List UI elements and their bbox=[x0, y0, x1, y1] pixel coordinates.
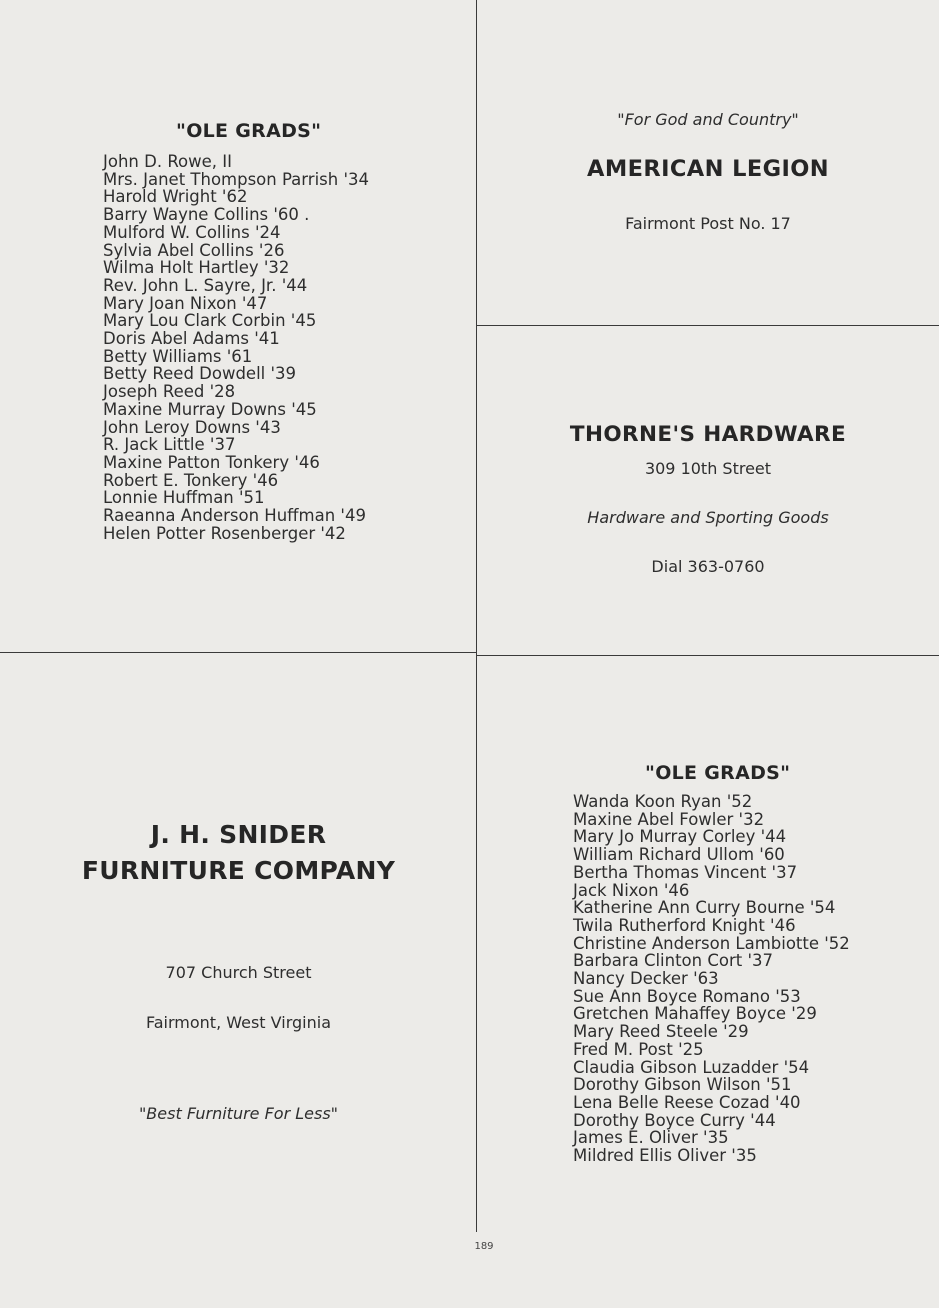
ole-grads-name-list bbox=[103, 153, 369, 542]
ole-grads-name-list bbox=[573, 793, 850, 1165]
grad-name: Mary Jo Murray Corley '44 bbox=[573, 827, 787, 847]
legion-post: Fairmont Post No. 17 bbox=[625, 214, 791, 233]
grad-name: Jack Nixon '46 bbox=[573, 880, 690, 900]
grad-name: Harold Wright '62 bbox=[103, 187, 248, 207]
grad-name: Mary Reed Steele '29 bbox=[573, 1022, 749, 1042]
grad-name: Wanda Koon Ryan '52 bbox=[573, 792, 753, 811]
grad-name: Mary Joan Nixon '47 bbox=[103, 293, 268, 313]
grad-name: Wilma Holt Hartley '32 bbox=[103, 258, 290, 278]
grad-name: Lena Belle Reese Cozad '40 bbox=[573, 1092, 801, 1112]
grad-name: Mildred Ellis Oliver '35 bbox=[573, 1146, 757, 1166]
hardware-phone: Dial 363-0760 bbox=[651, 557, 765, 576]
grad-name: Barbara Clinton Cort '37 bbox=[573, 951, 773, 971]
grad-name: Mrs. Janet Thompson Parrish '34 bbox=[103, 169, 369, 189]
grad-name: Dorothy Boyce Curry '44 bbox=[573, 1110, 776, 1130]
grad-name: Sue Ann Boyce Romano '53 bbox=[573, 986, 801, 1006]
grad-name: Robert E. Tonkery '46 bbox=[103, 470, 279, 490]
grad-name: Sylvia Abel Collins '26 bbox=[103, 240, 285, 260]
grad-name: Dorothy Gibson Wilson '51 bbox=[573, 1075, 792, 1095]
grad-name: Nancy Decker '63 bbox=[573, 969, 719, 989]
grad-name: John Leroy Downs '43 bbox=[103, 417, 281, 437]
hardware-address: 309 10th Street bbox=[644, 459, 772, 478]
ole-grads-title: "OLE GRADS" bbox=[645, 762, 791, 784]
vertical-divider bbox=[476, 0, 477, 1232]
grad-name: Rev. John L. Sayre, Jr. '44 bbox=[103, 275, 308, 295]
grad-name: Betty Reed Dowdell '39 bbox=[103, 364, 297, 384]
grad-name: Mulford W. Collins '24 bbox=[103, 222, 281, 242]
grad-name: Helen Potter Rosenberger '42 bbox=[103, 523, 346, 543]
grad-name: James E. Oliver '35 bbox=[573, 1128, 729, 1148]
grad-name: Barry Wayne Collins '60 . bbox=[103, 205, 310, 225]
furniture-address: 707 Church Street bbox=[165, 963, 312, 982]
horizontal-divider-left bbox=[0, 652, 477, 653]
grad-name: Claudia Gibson Luzadder '54 bbox=[573, 1057, 810, 1077]
grad-name: Gretchen Mahaffey Boyce '29 bbox=[573, 1004, 817, 1024]
grad-name: Mary Lou Clark Corbin '45 bbox=[103, 311, 317, 331]
grad-name: Raeanna Anderson Huffman '49 bbox=[103, 506, 366, 526]
ole-grads-title: "OLE GRADS" bbox=[176, 120, 322, 142]
grad-name: John D. Rowe, II bbox=[103, 152, 233, 171]
grad-name: Katherine Ann Curry Bourne '54 bbox=[573, 898, 836, 918]
legion-name: AMERICAN LEGION bbox=[587, 156, 829, 182]
grad-name: Fred M. Post '25 bbox=[573, 1039, 704, 1059]
grad-name: Maxine Murray Downs '45 bbox=[103, 399, 317, 419]
furniture-name-line2: FURNITURE COMPANY bbox=[81, 856, 396, 885]
grad-name: R. Jack Little '37 bbox=[103, 435, 236, 455]
grad-name: Joseph Reed '28 bbox=[103, 382, 236, 402]
grad-name: Maxine Abel Fowler '32 bbox=[573, 809, 765, 829]
furniture-city: Fairmont, West Virginia bbox=[146, 1013, 331, 1032]
furniture-name-line1: J. H. SNIDER bbox=[150, 820, 327, 849]
legion-motto: "For God and Country" bbox=[617, 110, 799, 129]
grad-name: Twila Rutherford Knight '46 bbox=[573, 915, 796, 935]
grad-name: Doris Abel Adams '41 bbox=[103, 329, 280, 349]
furniture-slogan: "Best Furniture For Less" bbox=[138, 1104, 339, 1123]
grad-name: Lonnie Huffman '51 bbox=[103, 488, 265, 508]
grad-name: William Richard Ullom '60 bbox=[573, 845, 785, 865]
grad-name: Bertha Thomas Vincent '37 bbox=[573, 862, 798, 882]
grad-name: Christine Anderson Lambiotte '52 bbox=[573, 933, 850, 953]
horizontal-divider-right-middle bbox=[476, 655, 939, 656]
grad-name: Betty Williams '61 bbox=[103, 346, 253, 366]
page-number: 189 bbox=[474, 1241, 494, 1252]
grad-name: Maxine Patton Tonkery '46 bbox=[103, 452, 320, 472]
hardware-name: THORNE'S HARDWARE bbox=[569, 422, 847, 447]
hardware-tagline: Hardware and Sporting Goods bbox=[587, 508, 829, 527]
horizontal-divider-right-top bbox=[476, 325, 939, 326]
